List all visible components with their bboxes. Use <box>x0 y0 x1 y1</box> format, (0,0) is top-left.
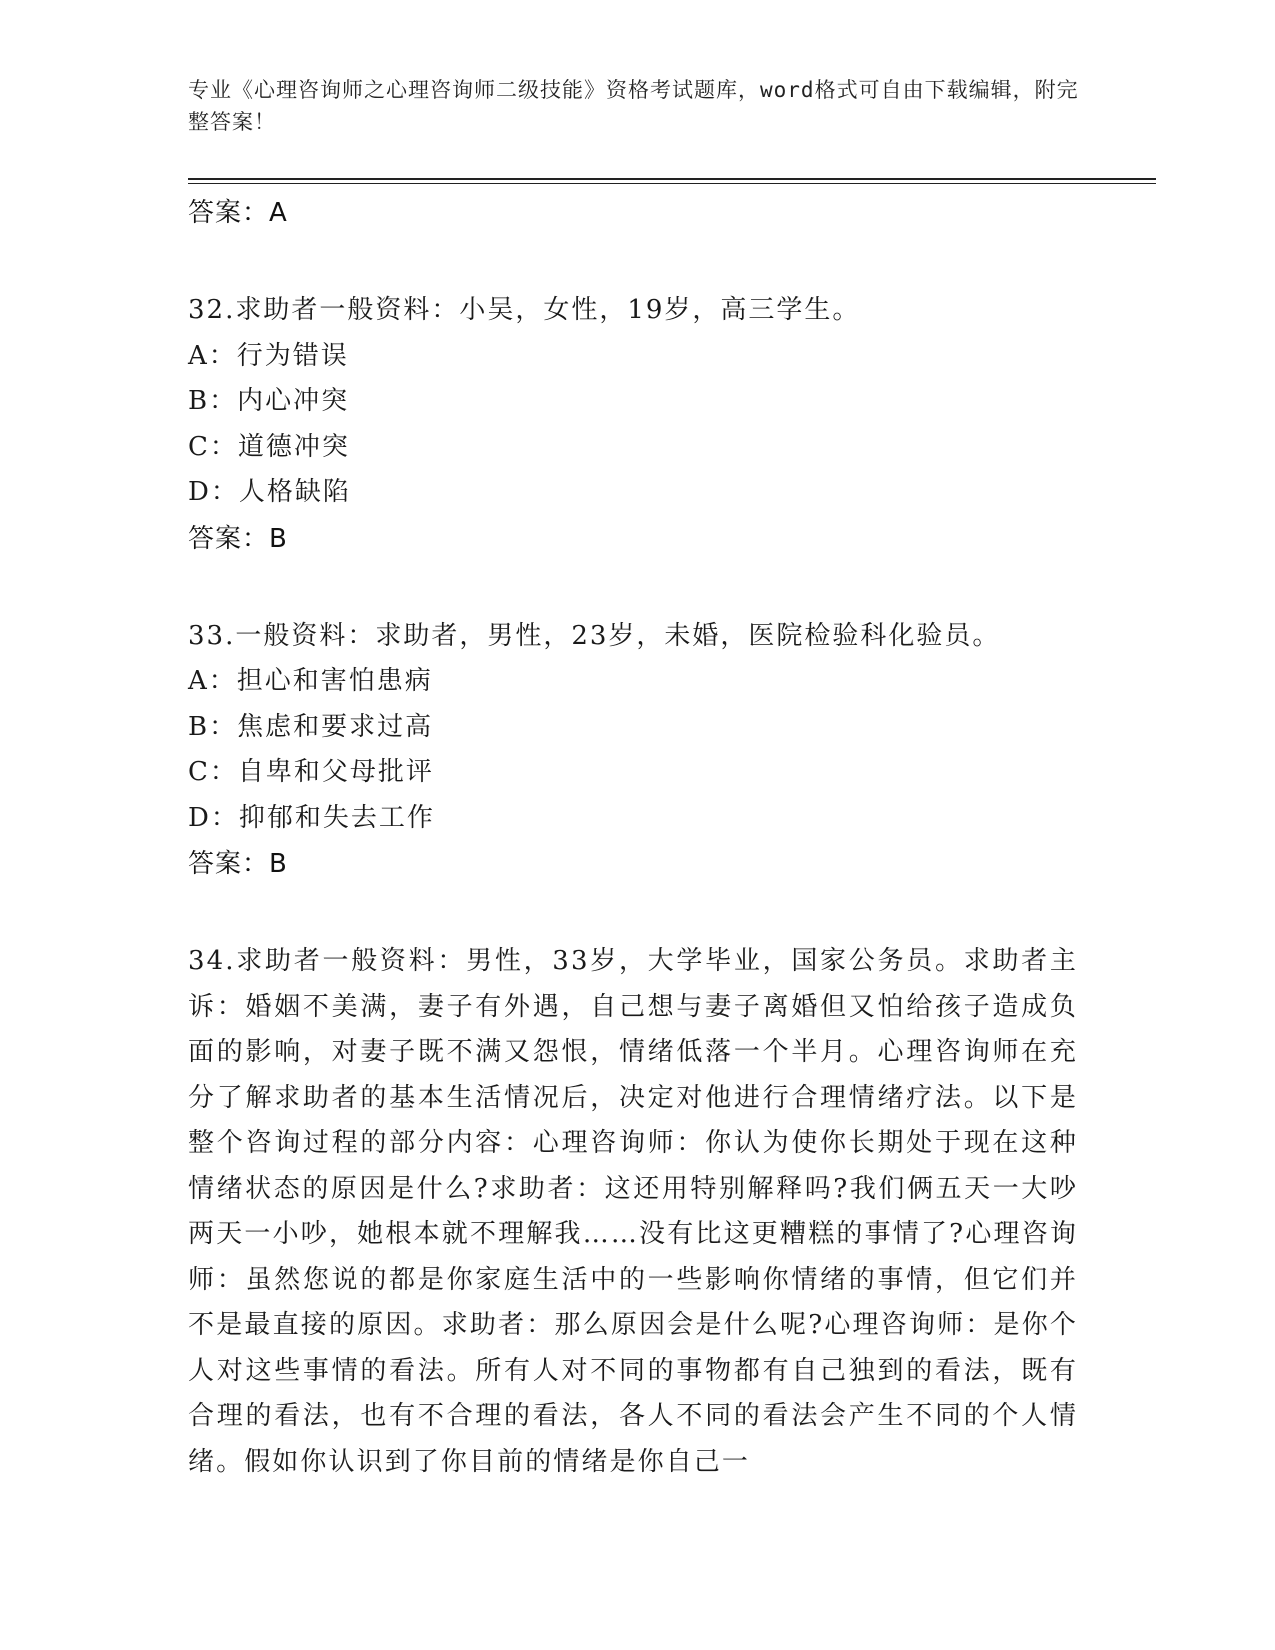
option-d: D：抑郁和失去工作 <box>188 802 435 833</box>
header-divider-thin <box>188 183 1156 184</box>
header-divider-thick <box>188 178 1156 180</box>
question-text: 34.求助者一般资料：男性，33岁，大学毕业，国家公务员。求助者主诉：婚姻不美满，妻子有外遇，自己想与妻子离婚但又怕给孩子造成负面的影响，对妻子既不满又怨恨，情绪低落一个半月。心理咨询师在充分了解求助者的基本生活情况后，决定对他进行合理情绪疗法。以下是整个咨询过程的部分内容：心理咨询师：你认为使你长期处于现在这种情绪状态的原因是什么?求助者：这还用特别解释吗?我们俩五天一大吵两天一小吵，她根本就不理解我……没有比这更糟糕的事情了?心理咨询师：虽然您说的都是你家庭生活中的一些影响你情绪的事情，但它们并不是最直接的原因。求助者：那么原因会是什么呢?心理咨询师：是你个人对这些事情的看法。所有人对不同的事物都有自己独到的看法，既有合理的看法，也有不合理的看法，各人不同的看法会产生不同的个人情绪。假如你认识到了你目前的情绪是你自己一 <box>188 946 1078 1477</box>
question-32 <box>188 288 1088 562</box>
option-b: B：焦虑和要求过高 <box>188 711 434 742</box>
option-c: C：道德冲突 <box>188 431 350 462</box>
question-34 <box>188 939 1088 1485</box>
question-text: 32.求助者一般资料：小吴，女性，19岁，高三学生。 <box>188 295 861 325</box>
option-d: D：人格缺陷 <box>188 477 351 507</box>
answer-text: 答案：B <box>188 849 288 879</box>
answer-text: 答案：A <box>188 198 288 228</box>
option-a: A：担心和害怕患病 <box>188 666 433 696</box>
question-list <box>188 190 1088 1485</box>
question-33 <box>188 614 1088 888</box>
option-c: C：自卑和父母批评 <box>188 757 434 787</box>
option-b: B：内心冲突 <box>188 386 350 416</box>
answer-text: 答案：B <box>188 523 288 554</box>
document-header: 专业《心理咨询师之心理咨询师二级技能》资格考试题库，word格式可自由下载编辑，附完整答案！ <box>188 78 1079 134</box>
question-text: 33.一般资料：求助者，男性，23岁，未婚，医院检验科化验员。 <box>188 620 1001 651</box>
option-a: A：行为错误 <box>188 340 349 371</box>
